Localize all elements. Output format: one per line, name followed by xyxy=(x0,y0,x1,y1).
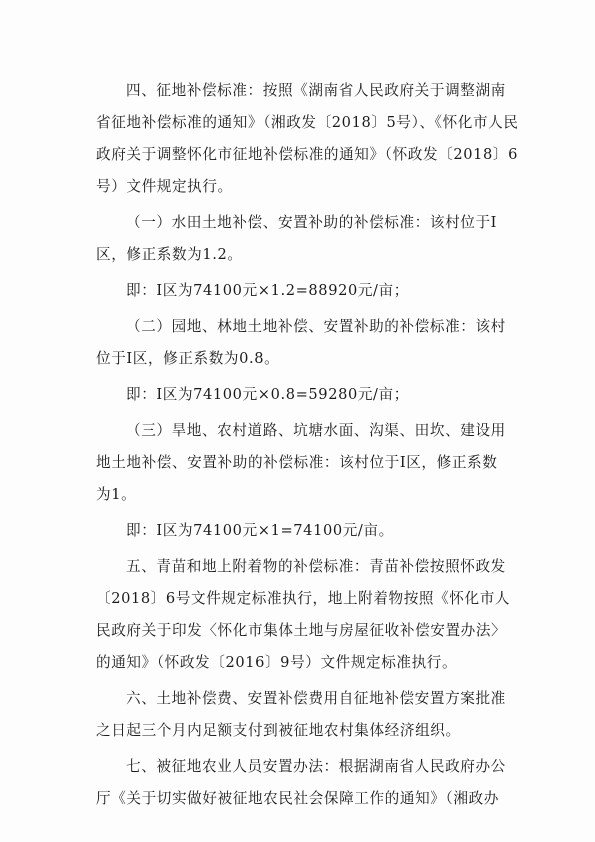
item-3-formula: 即：Ⅰ区为74100元×1=74100元/亩。 xyxy=(126,522,394,539)
section-7-line-1: 七、被征地农业人员安置办法：根据湖南省人民政府办公 xyxy=(126,758,506,775)
item-2-line-2: 位于Ⅰ区，修正系数为0.8。 xyxy=(96,350,280,367)
section-5-line-1: 五、青苗和地上附着物的补偿标准：青苗补偿按照怀政发 xyxy=(126,558,506,575)
section-5-line-4: 的通知》（怀政发〔2016〕9号）文件规定标准执行。 xyxy=(96,654,458,671)
item-1-line-1: （一）水田土地补偿、安置补助的补偿标准：该村位于Ⅰ xyxy=(126,214,498,231)
item-3-line-2: 地土地补偿、安置补助的补偿标准：该村位于Ⅰ区，修正系数 xyxy=(96,454,498,471)
item-3-line-3: 为1。 xyxy=(96,486,137,503)
section-7-line-2: 厅《关于切实做好被征地农民社会保障工作的通知》（湘政办 xyxy=(96,790,499,807)
item-2-formula: 即：Ⅰ区为74100元×0.8=59280元/亩； xyxy=(126,386,409,403)
section-5-line-2: 〔2018〕6号文件规定标准执行，地上附着物按照《怀化市人 xyxy=(96,590,511,607)
section-4-line-3: 政府关于调整怀化市征地补偿标准的通知》（怀政发〔2018〕6 xyxy=(96,146,518,163)
section-6-line-1: 六、土地补偿费、安置补偿费用自征地补偿安置方案批准 xyxy=(126,690,506,707)
item-2-line-1: （二）园地、林地土地补偿、安置补助的补偿标准：该村 xyxy=(126,318,506,335)
item-1-formula: 即：Ⅰ区为74100元×1.2=88920元/亩； xyxy=(126,282,409,299)
item-1-line-2: 区，修正系数为1.2。 xyxy=(96,246,243,263)
section-6-line-2: 之日起三个月内足额支付到被征地农村集体经济组织。 xyxy=(96,722,461,739)
section-4-line-2: 省征地补偿标准的通知》（湘政发〔2018〕5号）、《怀化市人民 xyxy=(96,114,519,131)
section-4-line-1: 四、征地补偿标准：按照《湖南省人民政府关于调整湖南 xyxy=(126,82,506,99)
section-5-line-3: 民政府关于印发〈怀化市集体土地与房屋征收补偿安置办法〉 xyxy=(96,622,507,639)
item-3-line-1: （三）旱地、农村道路、坑塘水面、沟渠、田坎、建设用 xyxy=(126,422,506,439)
document-body xyxy=(96,82,520,808)
section-4-line-4: 号）文件规定执行。 xyxy=(96,178,233,195)
